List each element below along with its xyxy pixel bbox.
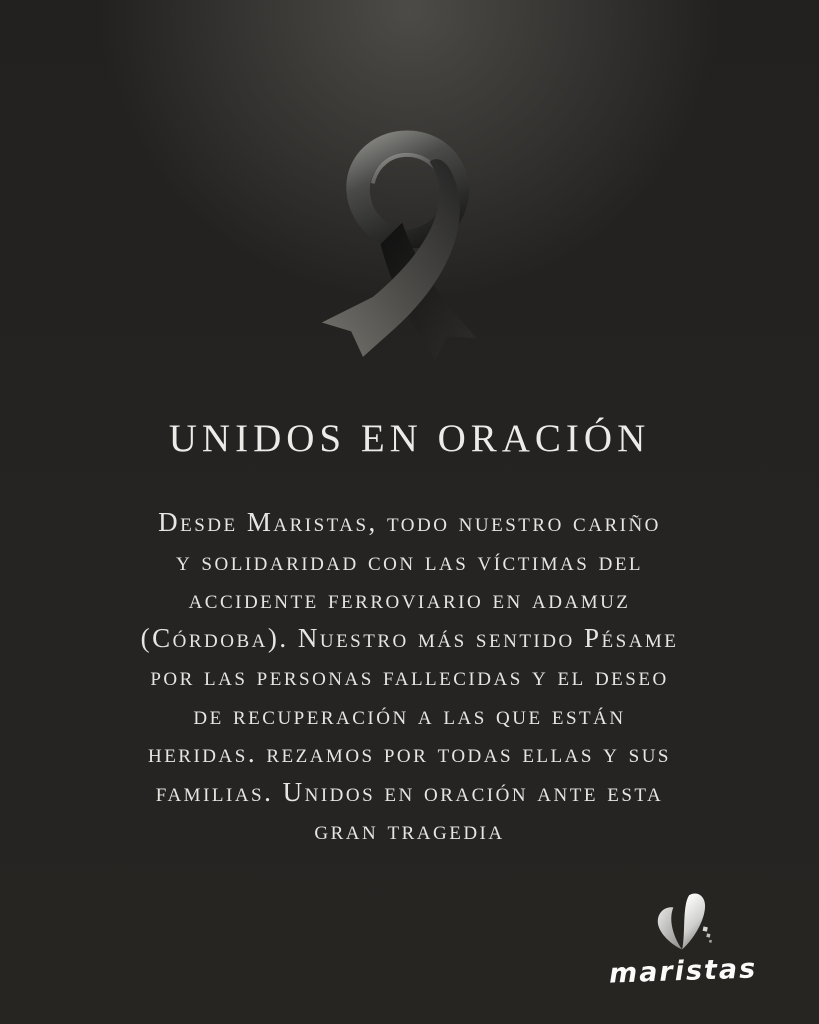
message-line: y solidaridad con las víctimas del — [175, 545, 644, 576]
message-line: heridas. rezamos por todas ellas y sus — [147, 738, 671, 768]
message-line: familias. Unidos en oración ante esta — [155, 776, 664, 807]
maristas-wordmark: maristas — [608, 953, 758, 990]
page-title: UNIDOS EN ORACIÓN — [168, 417, 651, 460]
maristas-logo — [608, 890, 758, 990]
marist-heart-icon — [643, 890, 723, 960]
message-line: por las personas fallecidas y el deseo — [150, 661, 669, 691]
message-line: (Córdoba). Nuestro más sentido Pésame — [140, 622, 679, 653]
message-line: accidente ferroviario en adamuz — [188, 584, 631, 614]
condolence-message — [80, 503, 740, 850]
message-line: Desde Maristas, todo nuestro cariño — [158, 507, 661, 537]
mourning-ribbon-icon — [312, 128, 508, 374]
message-line: gran tragedia — [314, 815, 505, 845]
mourning-ribbon — [312, 128, 508, 374]
message-line: de recuperación a las que están — [193, 699, 626, 730]
